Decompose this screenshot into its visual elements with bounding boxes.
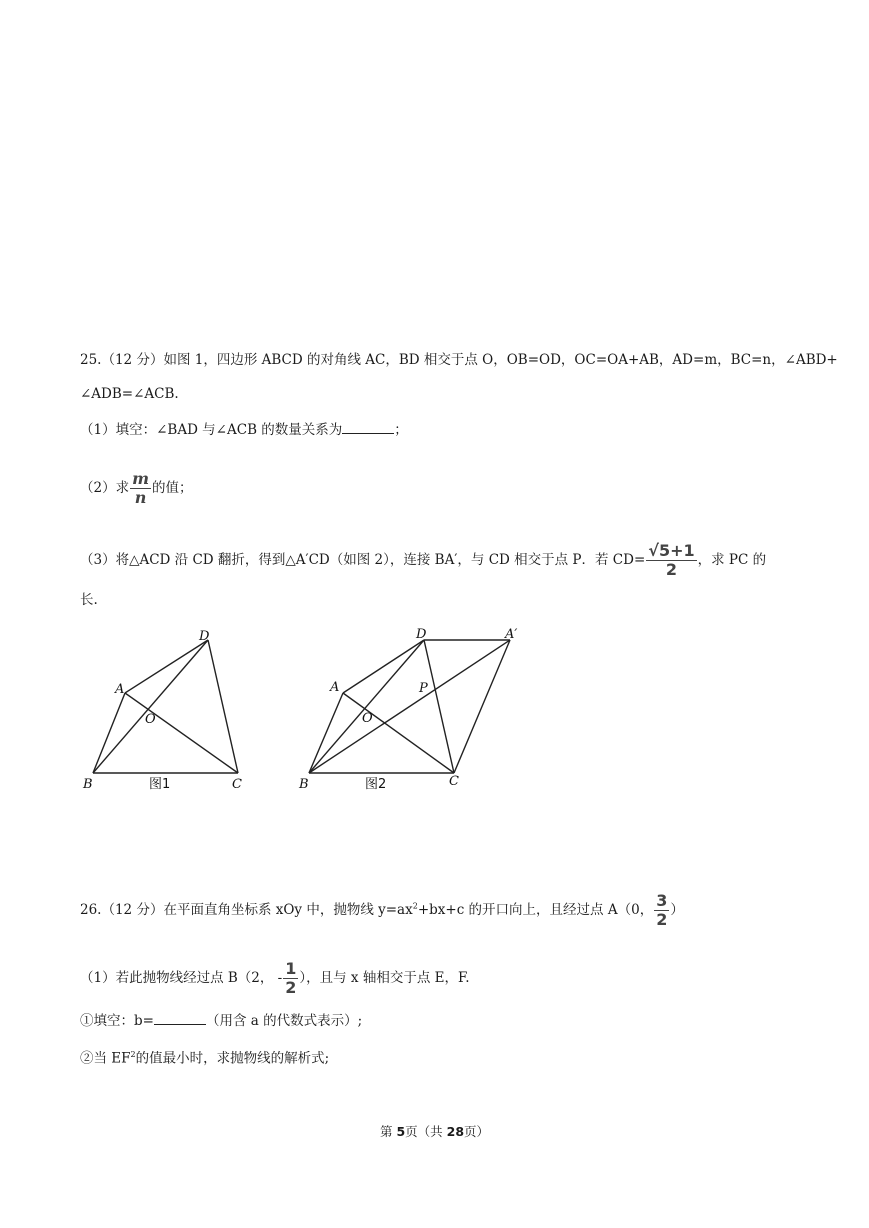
segment-DC	[424, 640, 454, 773]
footer-middle: 页（共	[405, 1124, 447, 1139]
q25-part1-end: ；	[394, 422, 408, 438]
footer-prefix: 第	[379, 1124, 397, 1139]
fraction-denominator: 2	[285, 978, 297, 997]
q26-sub1-end: （用含 a 的代数式表示）;	[205, 1013, 363, 1029]
q25-part2-text: （2）求	[80, 480, 130, 496]
segment-BA-prime	[309, 640, 510, 773]
figure-2-caption: 图2	[365, 777, 387, 792]
fraction-numerator: √5+1	[648, 541, 695, 560]
q25-part2-end: 的值；	[152, 480, 193, 496]
segment-AD	[343, 640, 424, 693]
label-A: A	[330, 680, 340, 695]
label-O: O	[145, 712, 156, 727]
label-B: B	[83, 777, 93, 792]
fraction-numerator: m	[132, 469, 150, 488]
label-O: O	[362, 711, 373, 726]
q25-part2	[80, 470, 193, 507]
q26-sub1	[80, 1011, 362, 1031]
segment-DC	[208, 640, 238, 773]
page-footer	[0, 1122, 869, 1140]
q25-part1-text: （1）填空：∠BAD 与∠ACB 的数量关系为	[80, 422, 343, 438]
fraction-numerator: 1	[285, 959, 297, 978]
q26-sub1-text: ①填空：b=	[80, 1013, 154, 1029]
q26-line1	[80, 892, 684, 929]
diagonal-AC	[125, 693, 238, 773]
page-number: 5	[396, 1124, 406, 1139]
diagonal-BD	[93, 640, 208, 773]
label-C: C	[449, 774, 459, 789]
q26-line1-text: 26.（12 分）在平面直角坐标系 xOy 中，抛物线 y=ax	[80, 902, 413, 918]
fraction-denominator: n	[130, 488, 151, 507]
footer-suffix: 页）	[464, 1124, 490, 1139]
label-P: P	[419, 681, 428, 696]
q25-part1	[80, 420, 408, 440]
q26-sub2-text: ②当 EF	[80, 1050, 131, 1067]
q26-line1-mid: +bx+c 的开口向上，且经过点 A（0，	[417, 902, 654, 918]
q26-part1-end: ），且与 x 轴相交于点 E，F.	[299, 970, 470, 986]
label-C: C	[232, 777, 242, 792]
q26-part1	[80, 960, 470, 997]
fraction-denominator: 2	[656, 910, 668, 929]
fraction-m-over-n	[130, 470, 151, 507]
superscript: 2	[130, 1050, 136, 1059]
segment-A-prime-C	[454, 640, 510, 773]
q25-part3-text: （3）将△ACD 沿 CD 翻折，得到△A′CD（如图 2），连接 BA′，与 CD 相交于点 P．若 CD=	[80, 552, 646, 568]
q25-line1: 25.（12 分）如图 1，四边形 ABCD 的对角线 AC，BD 相交于点 O，OB=OD，OC=OA+AB，AD=m，BC=n，∠ABD+	[80, 352, 838, 368]
superscript: 2	[412, 901, 418, 911]
label-D: D	[199, 629, 210, 644]
label-A-prime: A′	[505, 627, 518, 642]
diagonal-AC	[343, 693, 454, 773]
label-D: D	[416, 627, 427, 642]
fraction-one-half	[283, 960, 298, 997]
q26-sub2-end: 的值最小时，求抛物线的解析式;	[135, 1050, 330, 1067]
fraction-denominator: 2	[646, 560, 696, 579]
fraction-three-halves	[654, 892, 669, 929]
diagonal-BD	[309, 640, 424, 773]
segment-BA	[93, 693, 125, 773]
figure-1	[78, 622, 258, 794]
figure-1-caption: 图1	[149, 777, 171, 792]
fraction-cd-value	[646, 542, 696, 579]
q26-sub2	[80, 1045, 329, 1069]
q26-line1-end: ）	[670, 902, 684, 918]
segment-AD	[125, 640, 208, 693]
q25-part3-end: ，求 PC 的	[697, 552, 767, 568]
figure-2	[294, 622, 534, 794]
label-A: A	[115, 682, 125, 697]
q25-part1-blank	[342, 421, 394, 434]
q25-part3-continued: 长.	[80, 592, 98, 608]
q26-part1-text: （1）若此抛物线经过点 B（2， -	[80, 970, 283, 986]
total-pages: 28	[446, 1124, 465, 1139]
q25-line2: ∠ADB=∠ACB.	[80, 386, 179, 402]
q26-sub1-blank	[154, 1012, 206, 1025]
label-B: B	[299, 777, 309, 792]
fraction-numerator: 3	[656, 891, 668, 910]
q25-part3	[80, 542, 766, 579]
